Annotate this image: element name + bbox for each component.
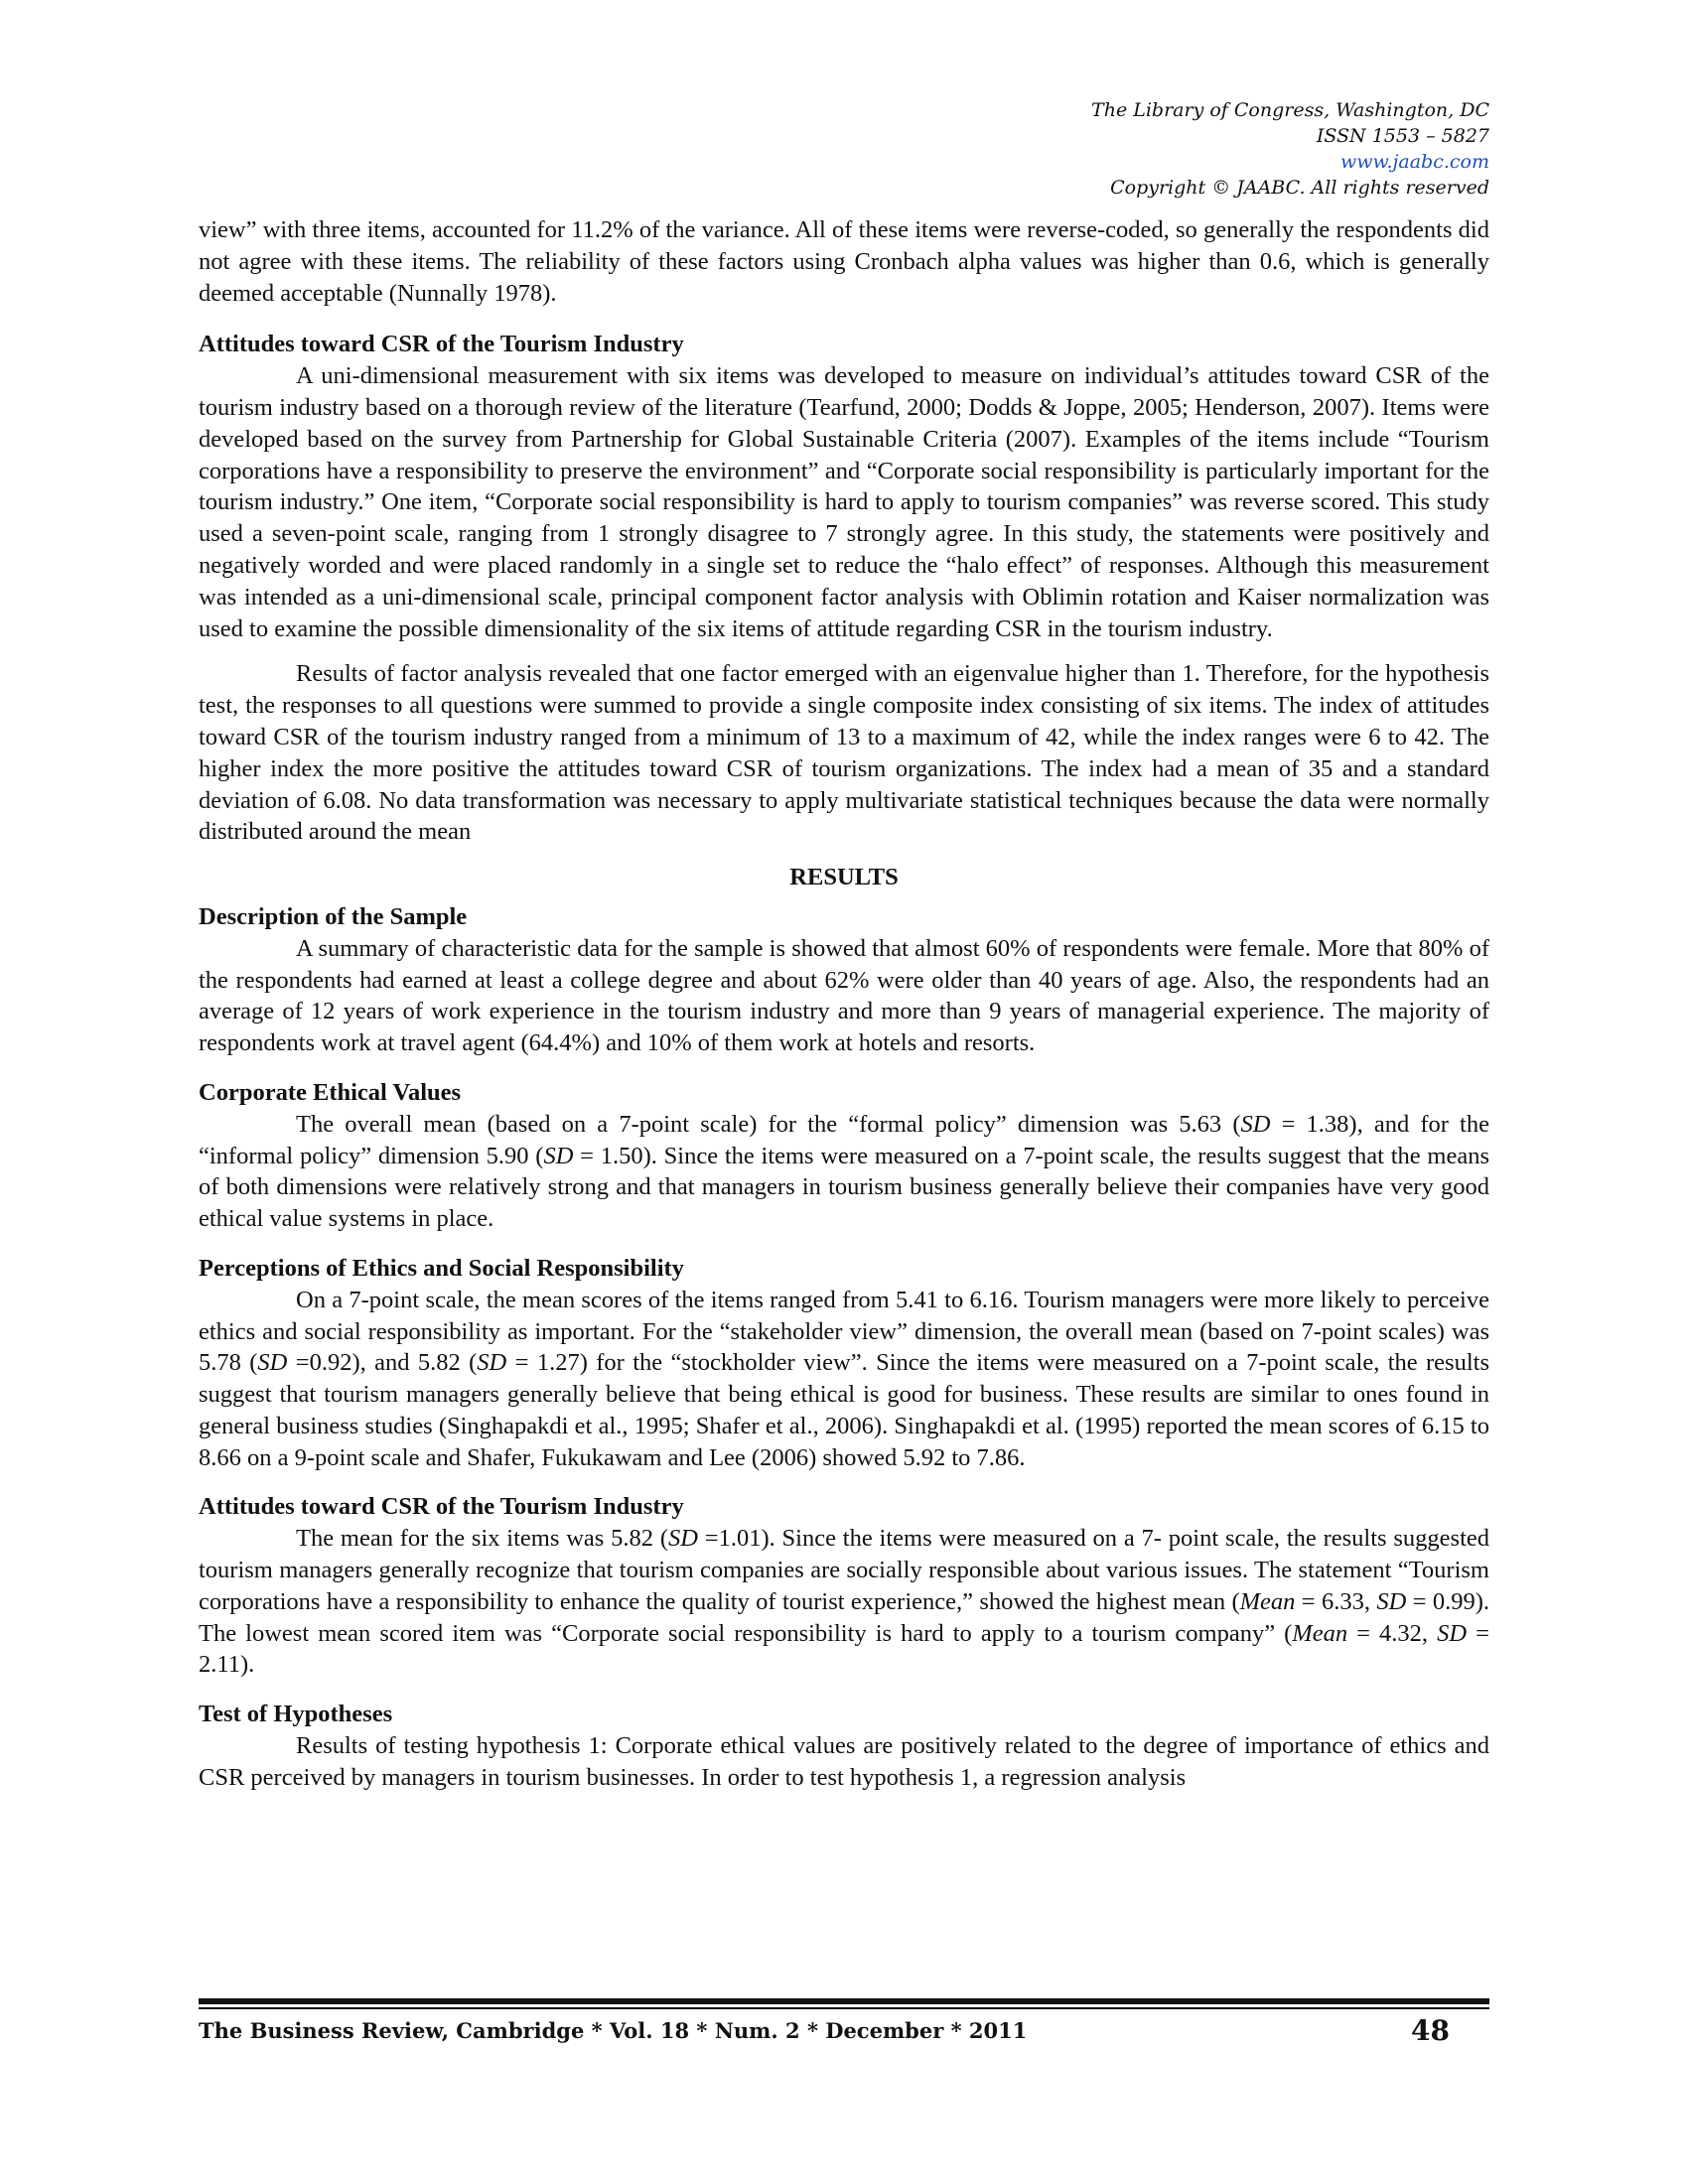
header-copyright: Copyright © JAABC. All rights reserved: [1110, 177, 1489, 199]
paragraph-sample: A summary of characteristic data for the sample is showed that almost 60% of respondents were female. More that 80% of the respondents had earned at least a college degree and about 62% were older than 40 years of age. Also, the respondents had an average of 12 years of work experience in the tourism industry and more than 9 years of managerial experience. The majority of respondents work at travel agent (64.4%) and 10% of them work at hotels and resorts.: [199, 934, 1489, 1057]
section-heading-hypotheses: Test of Hypotheses: [199, 1701, 393, 1728]
section-heading-perceptions: Perceptions of Ethics and Social Responsibility: [199, 1254, 684, 1282]
paragraph-continued: view” with three items, accounted for 11.2% of the variance. All of these items were reverse-coded, so generally the respondents did not agree with these items. The reliability of these factors using Cronbach alpha values was higher than 0.6, which is generally deemed acceptable (Nunnally 1978).: [199, 216, 1489, 307]
paragraph-ethical-values: The overall mean (based on a 7-point scale) for the “formal policy” dimension was 5.63 (SD = 1.38), and for the “informal policy” dimension 5.90 (SD = 1.50). Since the items were measured on a 7-point scale, the results suggest that the means of both dimensions were relatively strong and that managers in tourism business generally believe their companies have very good ethical value systems in place.: [199, 1110, 1489, 1233]
header-url-link[interactable]: www.jaabc.com: [1339, 151, 1489, 173]
page-number: 48: [1411, 2014, 1450, 2047]
footer-journal: The Business Review, Cambridge * Vol. 18 * Num. 2 * December * 2011: [199, 2018, 1028, 2043]
results-heading: RESULTS: [789, 864, 899, 891]
section-heading-attitudes: Attitudes toward CSR of the Tourism Industry: [199, 331, 684, 358]
paragraph-hypotheses: Results of testing hypothesis 1: Corporate ethical values are positively related to the degree of importance of ethics and CSR perceived by managers in tourism businesses. In order to test hypothesis 1, a regression analysis: [199, 1732, 1489, 1791]
section-heading-sample: Description of the Sample: [199, 902, 468, 930]
paragraph-measurement: A uni-dimensional measurement with six items was developed to measure on individual’s attitudes toward CSR of the tourism industry based on a thorough review of the literature (Tearfund, 2000; Dodds & Joppe, 2005; Henderson, 2007). Items were developed based on the survey from Partnership for Global Sustainable Criteria (2007). Examples of the items include “Tourism corporations have a responsibility to preserve the environment” and “Corporate social responsibility is particularly important for the tourism industry.” One item, “Corporate social responsibility is hard to apply to tourism companies” was reverse scored. This study used a seven-point scale, ranging from 1 strongly disagree to 7 strongly agree. In this study, the statements were positively and negatively worded and were placed randomly in a single set to reduce the “halo effect” of responses. Although this measurement was intended as a uni-dimensional scale, principal component factor analysis with Oblimin rotation and Kaiser normalization was used to examine the possible dimensionality of the six items of attitude regarding CSR in the tourism industry.: [199, 362, 1489, 642]
section-heading-attitudes-results: Attitudes toward CSR of the Tourism Industry: [199, 1493, 684, 1521]
paragraph-attitudes-results: The mean for the six items was 5.82 (SD =1.01). Since the items were measured on a 7- point scale, the results suggested tourism managers generally recognize that tourism companies are socially responsible about various issues. The statement “Tourism corporations have a responsibility to enhance the quality of tourist experience,” showed the highest mean (Mean = 6.33, SD = 0.99). The lowest mean scored item was “Corporate social responsibility is hard to apply to a tourism company” (Mean = 4.32, SD = 2.11).: [199, 1525, 1489, 1679]
header-issn: ISSN 1553 – 5827: [1316, 125, 1489, 147]
running-header: [1091, 97, 1489, 201]
running-footer: [199, 2014, 1489, 2047]
footer-rule: [199, 1998, 1489, 2009]
paragraph-perceptions: On a 7-point scale, the mean scores of the items ranged from 5.41 to 6.16. Tourism managers were more likely to perceive ethics and social responsibility as important. For the “stakeholder view” dimension, the overall mean (based on 7-point scales) was 5.78 (SD =0.92), and 5.82 (SD = 1.27) for the “stockholder view”. Since the items were measured on a 7-point scale, the results suggest that tourism managers generally believe that being ethical is good for business. These results are similar to ones found in general business studies (Singhapakdi et al., 1995; Shafer et al., 2006). Singhapakdi et al. (1995) reported the mean scores of 6.15 to 8.66 on a 9-point scale and Shafer, Fukukawam and Lee (2006) showed 5.92 to 7.86.: [199, 1286, 1489, 1471]
footer-rule-thin: [199, 2007, 1489, 2009]
header-library: The Library of Congress, Washington, DC: [1091, 99, 1489, 121]
footer-rule-thick: [199, 1998, 1489, 2004]
paragraph-factor-analysis: Results of factor analysis revealed that one factor emerged with an eigenvalue higher than 1. Therefore, for the hypothesis test, the responses to all questions were summed to provide a single composite index consisting of six items. The index of attitudes toward CSR of the tourism industry ranged from a minimum of 13 to a maximum of 42, while the index ranges were 6 to 42. The higher index the more positive the attitudes toward CSR of tourism organizations. The index had a mean of 35 and a standard deviation of 6.08. No data transformation was necessary to apply multivariate statistical techniques because the data were normally distributed around the mean: [199, 660, 1489, 846]
section-heading-ethical-values: Corporate Ethical Values: [199, 1078, 462, 1106]
page-body: [199, 214, 1489, 1794]
